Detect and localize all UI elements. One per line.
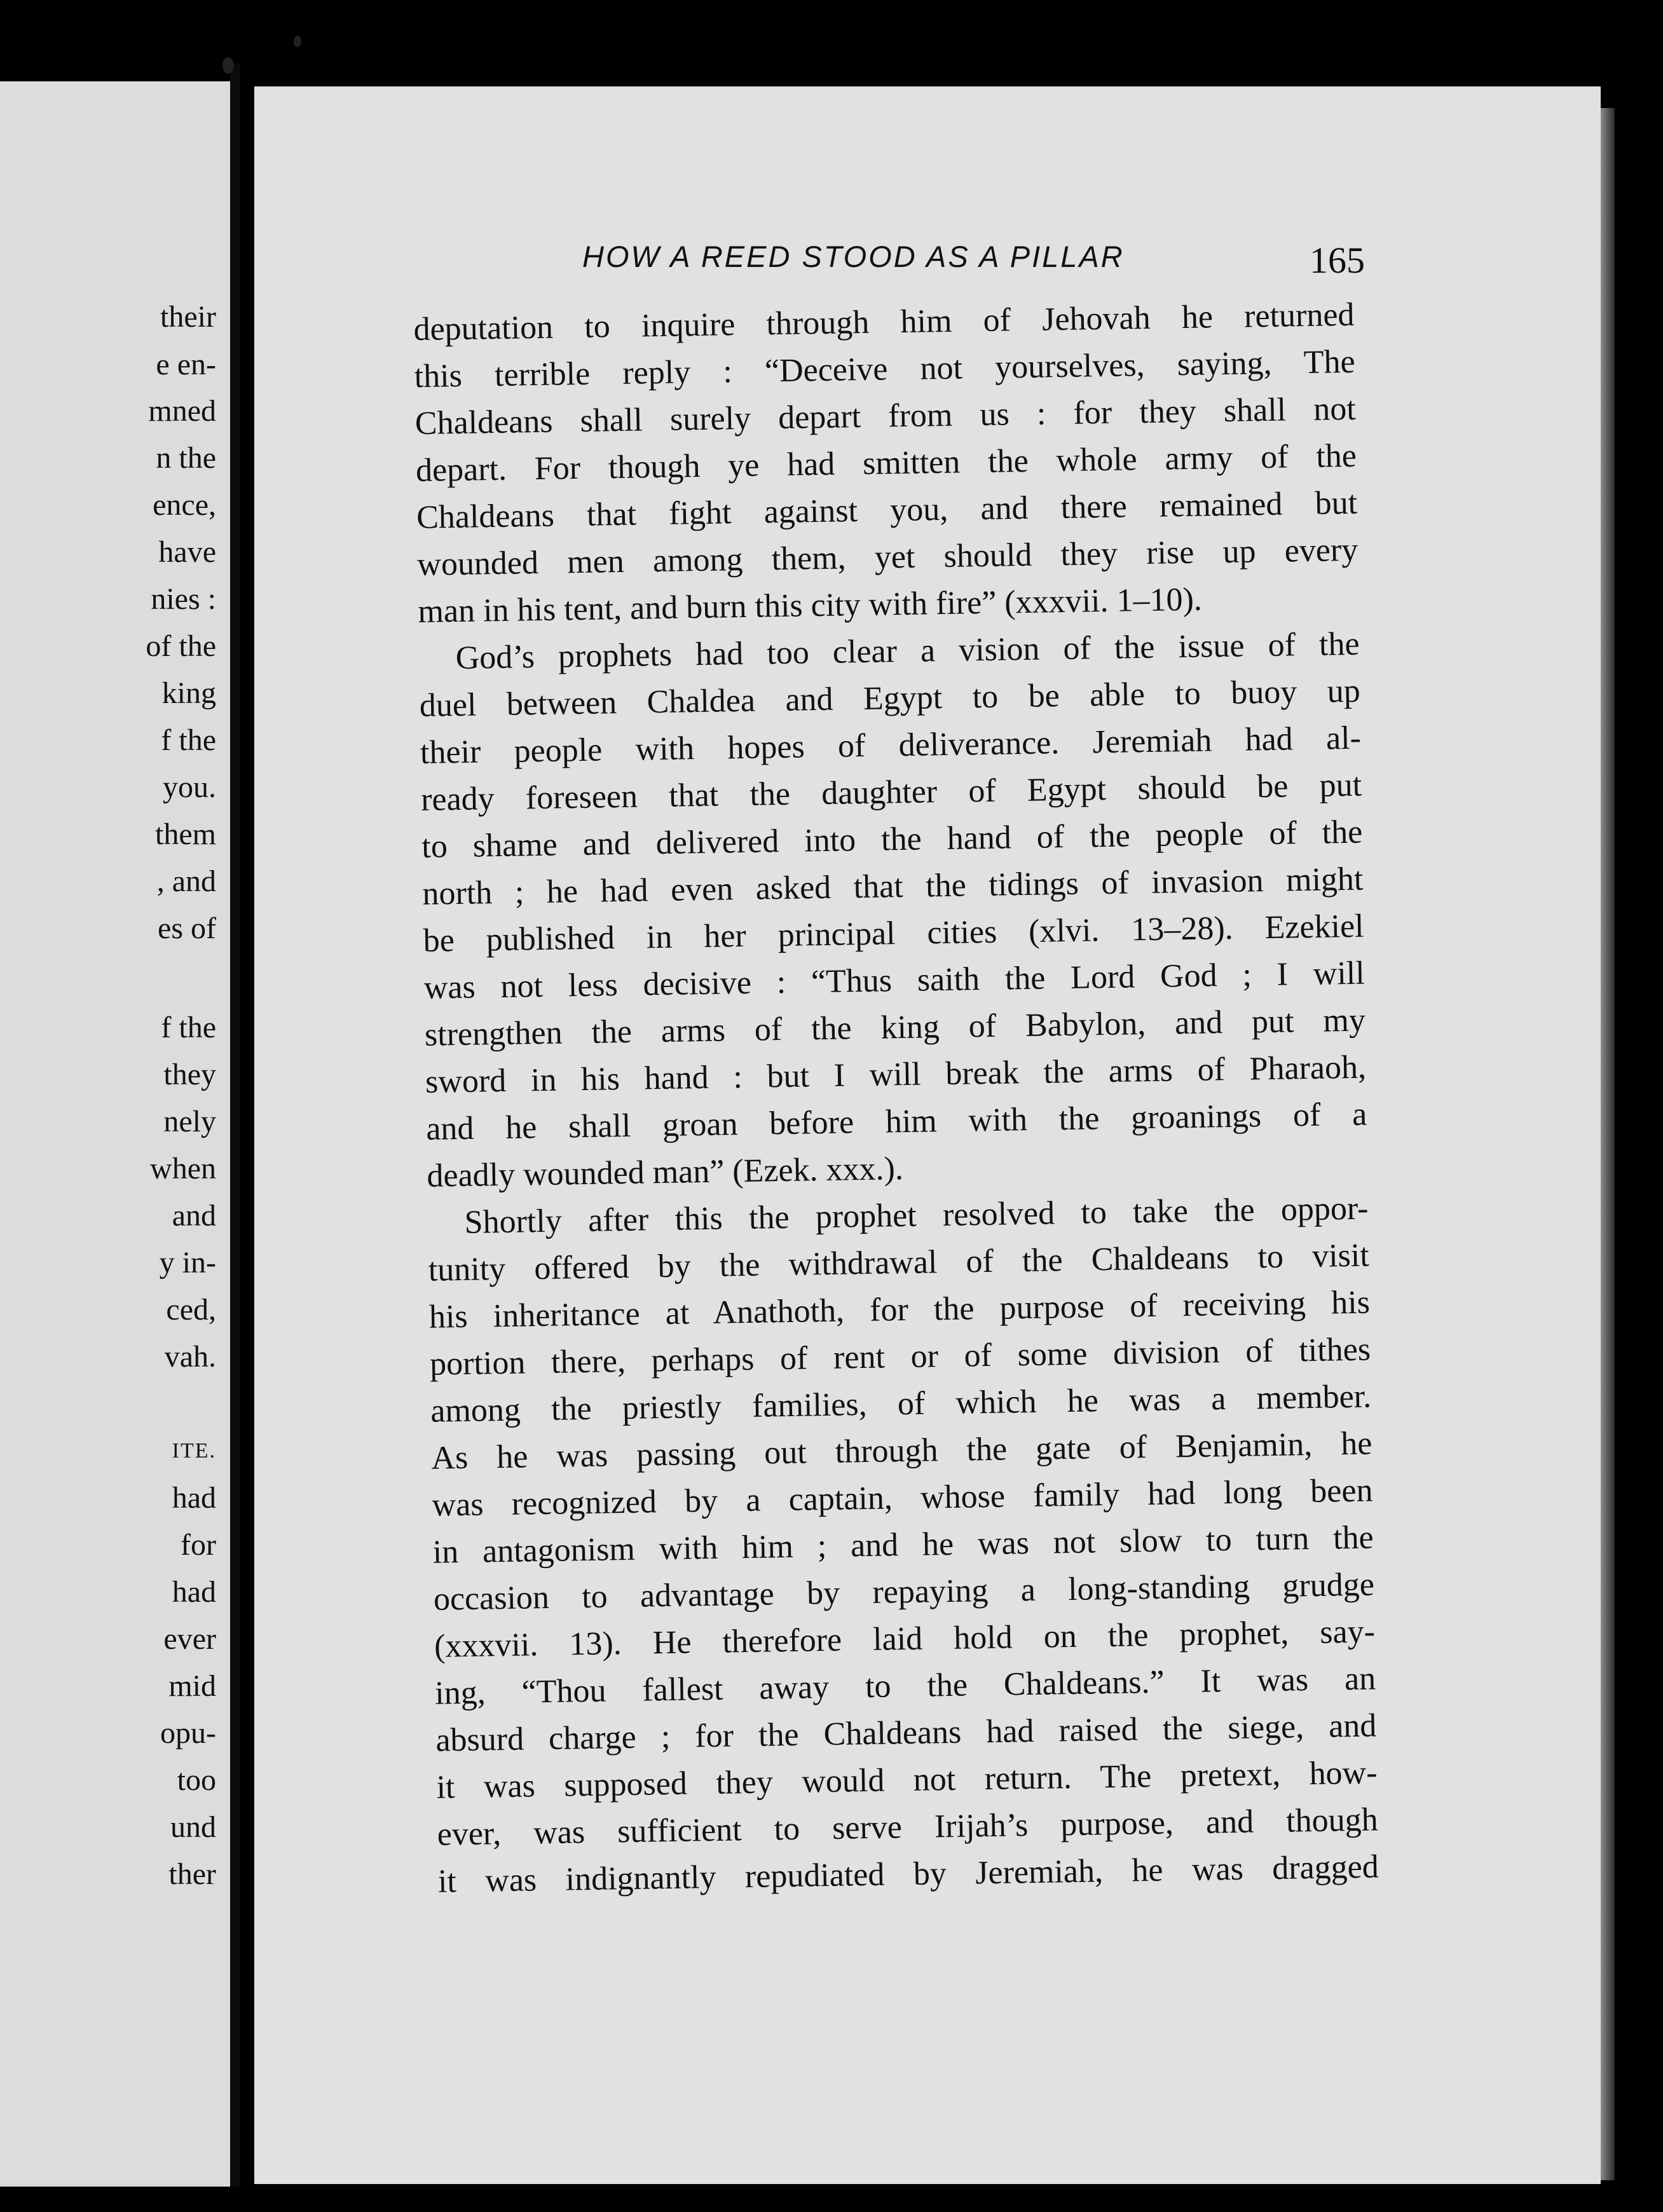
left-page-line: for (181, 1528, 216, 1562)
text-line: Chaldeans that fight against you, and there remained but (416, 484, 1358, 536)
text-line: ever, was sufficient to serve Irijah’s purpose, and though (437, 1801, 1379, 1853)
left-page-line: and (172, 1199, 216, 1232)
left-page-line: them (155, 817, 216, 851)
left-page-line: ther (168, 1857, 216, 1891)
text-line: their people with hopes of deliverance. Jeremiah had al- (420, 720, 1362, 771)
text-line: ready foreseen that the daughter of Egypt should be put (420, 767, 1362, 818)
left-page-line: their (160, 300, 216, 334)
left-page-line: you. (163, 770, 216, 804)
paper-speck (294, 36, 301, 47)
left-page-line: f the (161, 723, 216, 757)
text-line: portion there, perhaps of rent or of some division of tithes (429, 1331, 1371, 1382)
left-page-line: , and (156, 864, 216, 898)
page-edge (1601, 108, 1615, 2180)
text-line: it was indignantly repudiated by Jeremiah, he was dragged (437, 1848, 1379, 1900)
left-page-line: mned (148, 394, 216, 428)
text-line: in antagonism with him ; and he was not slow to turn the (432, 1519, 1374, 1571)
text-line: wounded men among them, yet should they rise up every (416, 531, 1358, 583)
left-page-line: es of (158, 911, 216, 945)
left-page-line: n the (156, 441, 216, 475)
text-line: strengthen the arms of the king of Babylon, and put my (424, 1002, 1366, 1053)
text-line: north ; he had even asked that the tidings of invasion might (422, 861, 1364, 912)
text-line: among the priestly families, of which he was a member. (430, 1378, 1372, 1430)
left-page (0, 81, 230, 2187)
text-line: deadly wounded man” (Ezek. xxx.). (427, 1150, 904, 1194)
text-line: depart. For though ye had smitten the whole army of the (415, 437, 1357, 489)
left-page-line: had (172, 1481, 216, 1515)
left-page-line: have (158, 535, 216, 569)
left-page-line: ced, (166, 1293, 216, 1327)
text-line: As he was passing out through the gate of Benjamin, he (431, 1425, 1372, 1477)
text-line: deputation to inquire through him of Jehovah he returned (413, 296, 1355, 348)
text-line: God’s prophets had too clear a vision of the issue of the (455, 625, 1360, 677)
text-line: and he shall groan before him with the groanings of a (425, 1096, 1367, 1147)
left-page-line: nely (163, 1105, 216, 1138)
left-page-line: they (163, 1058, 216, 1091)
left-page-line: y in- (159, 1246, 216, 1280)
text-line: absurd charge ; for the Chaldeans had raised the siege, and (435, 1707, 1377, 1759)
body-text (413, 292, 1379, 1906)
paper-speck (222, 57, 234, 74)
running-head: HOW A REED STOOD AS A PILLAR (582, 240, 1125, 273)
left-page-line: too (177, 1763, 216, 1797)
left-page-line: ence, (153, 488, 216, 522)
text-line: sword in his hand : but I will break the arms of Pharaoh, (425, 1049, 1367, 1100)
left-page-line: nies : (151, 582, 216, 616)
left-page-line: f the (161, 1011, 216, 1044)
text-line: was not less decisive : “Thus saith the Lord God ; I will (423, 955, 1365, 1006)
text-line: Shortly after this the prophet resolved to take the oppor- (464, 1190, 1369, 1241)
left-page-line: king (161, 676, 216, 710)
text-line: this terrible reply : “Deceive not yourselves, saying, The (414, 343, 1356, 395)
left-page-line: had (172, 1575, 216, 1609)
text-line: (xxxvii. 13). He therefore laid hold on the prophet, say- (434, 1613, 1376, 1665)
left-page-line: mid (168, 1669, 216, 1703)
text-line: Chaldeans shall surely depart from us : for they shall not (414, 390, 1357, 442)
text-line: be published in her principal cities (xlvi. 13–28). Ezekiel (423, 908, 1364, 959)
left-page-line: of the (146, 629, 216, 663)
left-page-line: und (170, 1810, 216, 1844)
page-number: 165 (1310, 240, 1365, 281)
page-gutter (230, 64, 240, 2187)
text-line: his inheritance at Anathoth, for the purpose of receiving his (428, 1284, 1371, 1335)
text-line: to shame and delivered into the hand of the people of the (421, 814, 1363, 865)
text-line: man in his tent, and burn this city with fire” (xxxvii. 1–10). (418, 581, 1203, 630)
text-line: ing, “Thou fallest away to the Chaldeans.” It was an (434, 1660, 1376, 1712)
left-page-line: e en- (156, 348, 216, 381)
left-page-line: ITE. (172, 1439, 216, 1463)
right-page (254, 86, 1601, 2184)
text-line: was recognized by a captain, whose family had long been (432, 1472, 1373, 1524)
left-page-line: ever (163, 1622, 216, 1656)
text-line: it was supposed they would not return. The pretext, how- (436, 1754, 1378, 1806)
left-page-line: vah. (164, 1340, 216, 1374)
text-line: duel between Chaldea and Egypt to be able to buoy up (419, 672, 1361, 724)
text-line: occasion to advantage by repaying a long-standing grudge (433, 1566, 1375, 1618)
text-line: tunity offered by the withdrawal of the Chaldeans to visit (428, 1237, 1370, 1288)
left-page-line: opu- (160, 1716, 216, 1750)
left-page-line: when (150, 1152, 216, 1185)
